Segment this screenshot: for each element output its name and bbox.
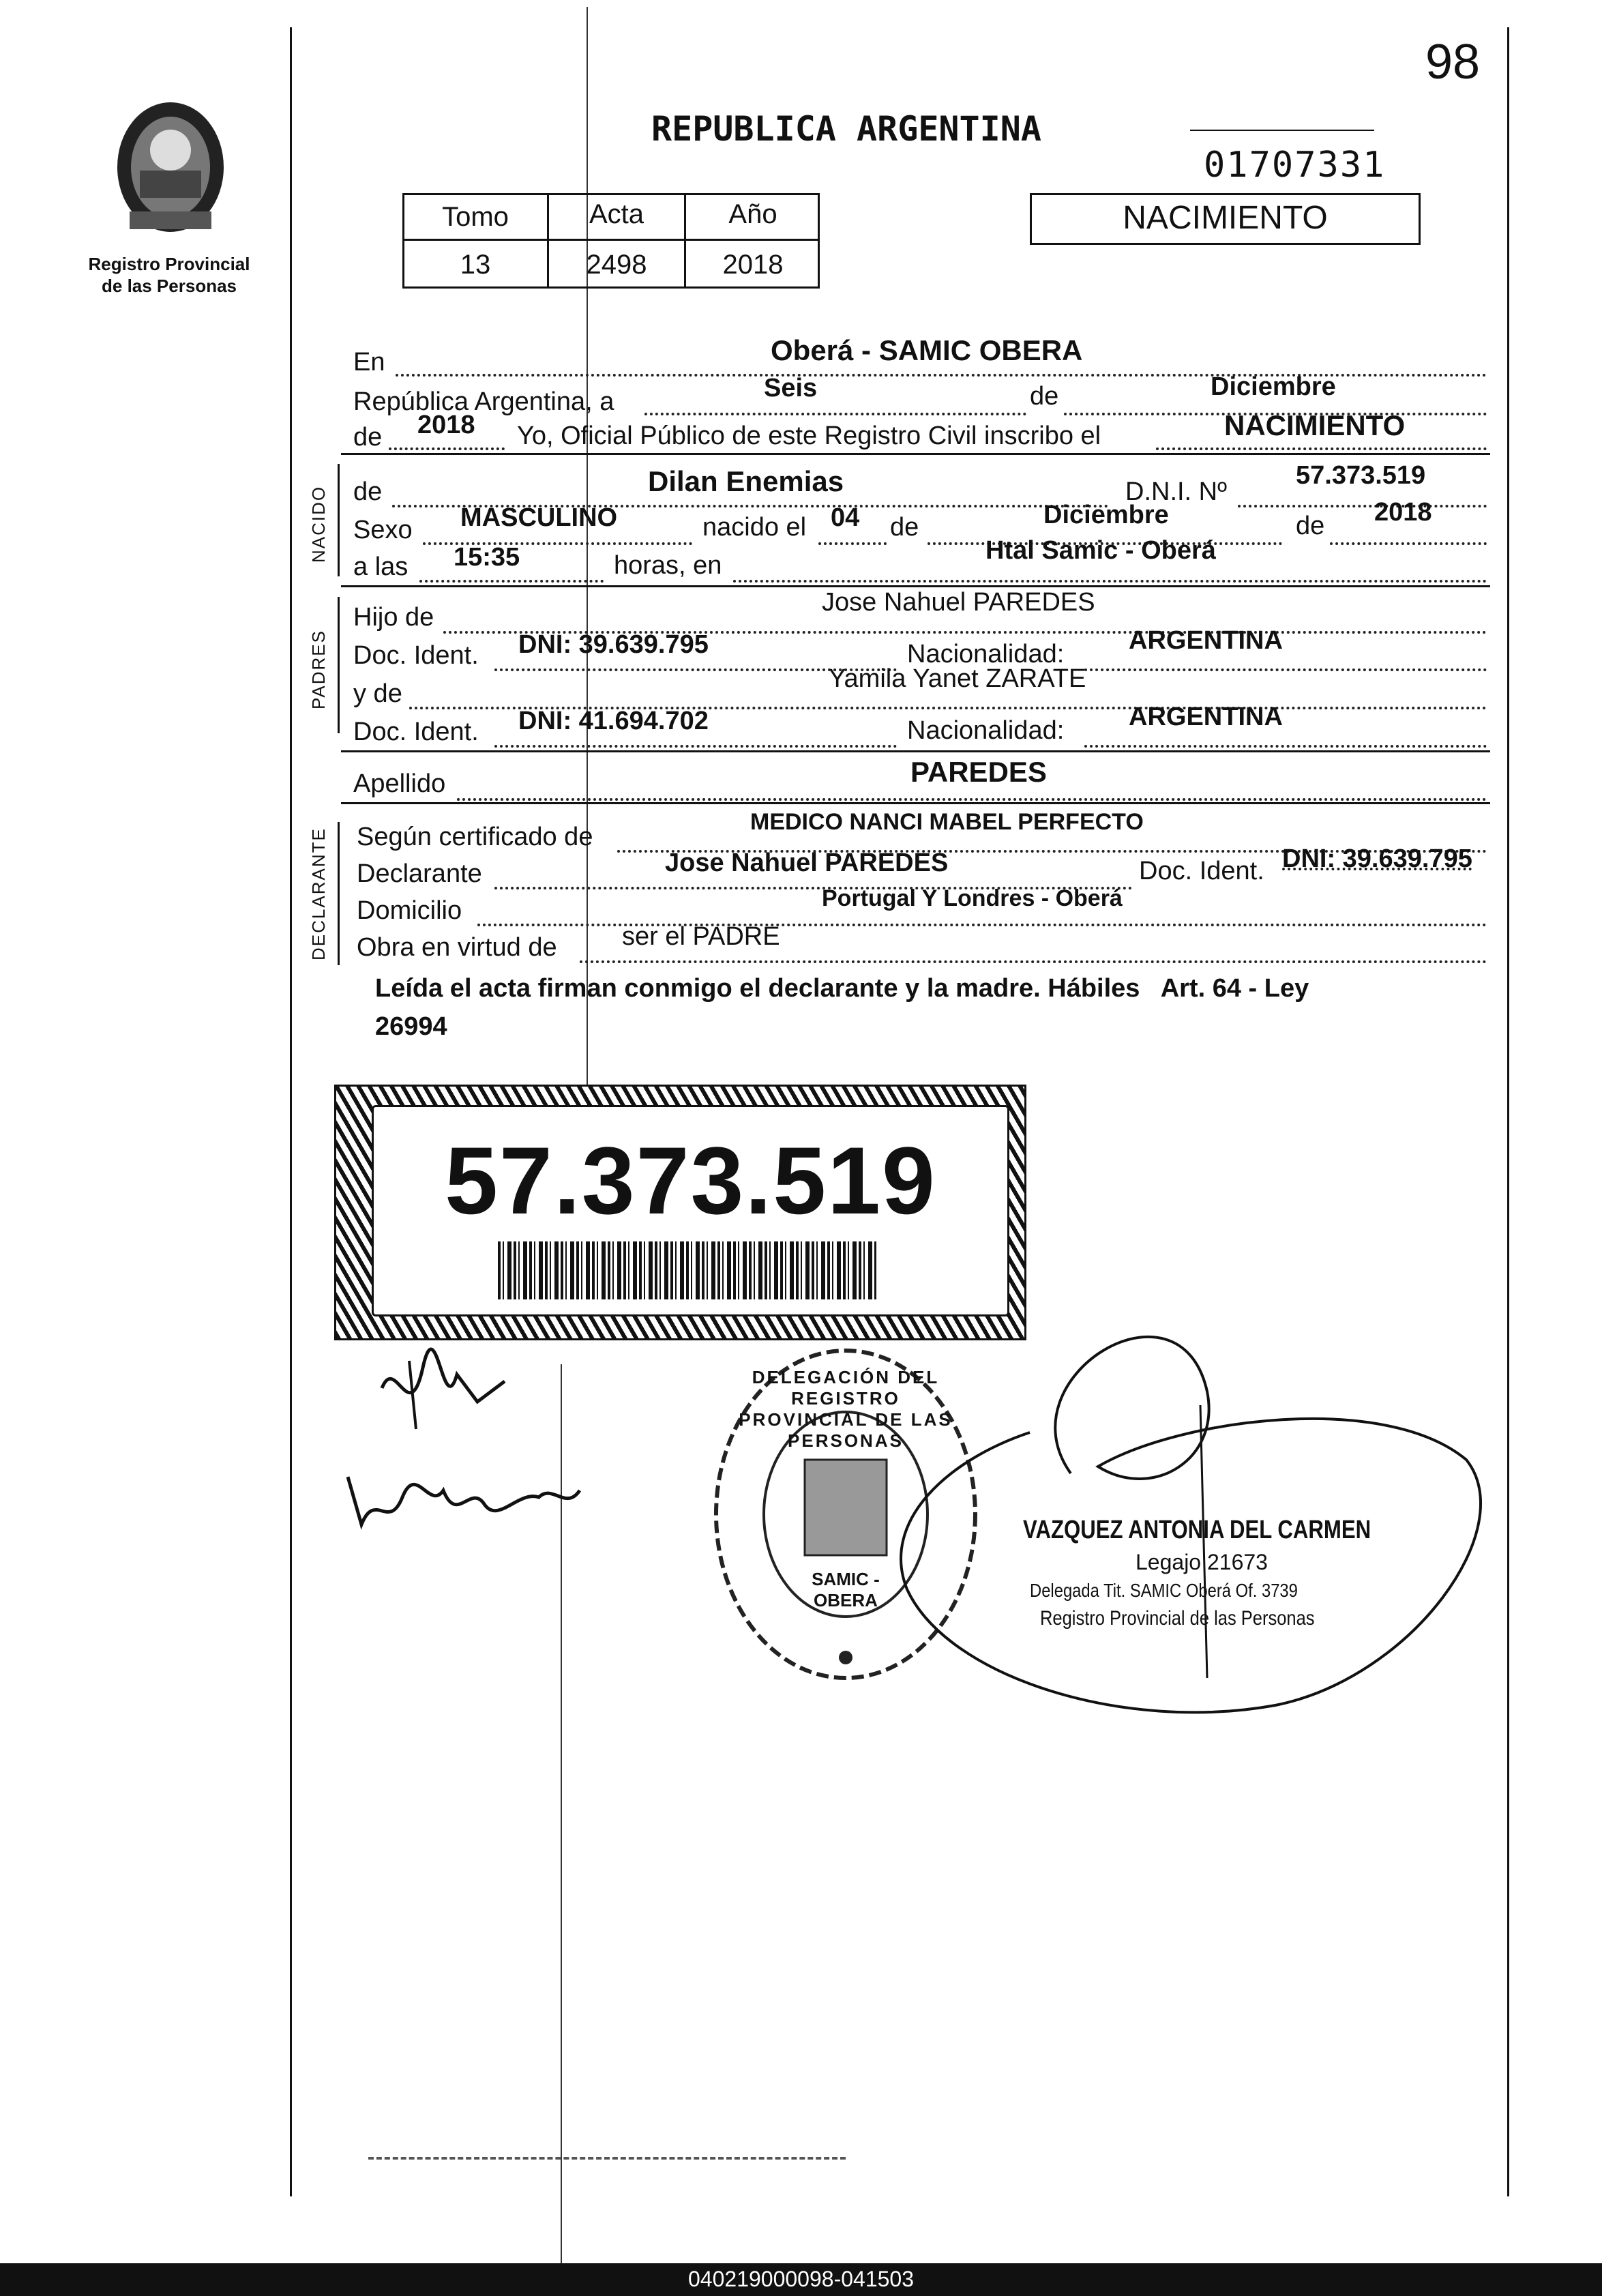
hijo-de-label: Hijo de <box>353 603 434 632</box>
declarante-label: Declarante <box>357 859 482 888</box>
domicilio-label: Domicilio <box>357 896 462 925</box>
serial-number: 01707331 <box>1204 145 1386 186</box>
apellido-label: Apellido <box>353 769 446 798</box>
serial-rule <box>1190 130 1374 131</box>
doc-type-label: NACIMIENTO <box>1123 200 1328 236</box>
section-bracket <box>338 822 340 965</box>
sexo-label: Sexo <box>353 516 413 544</box>
birth-de2-label: de <box>1296 512 1325 540</box>
mother-doc: DNI: 41.694.702 <box>518 707 709 735</box>
mother-signature <box>334 1449 593 1555</box>
intro-year: 2018 <box>417 411 475 439</box>
section-bracket <box>338 464 340 576</box>
official-role: Delegada Tit. SAMIC Oberá Of. 3739 <box>1030 1580 1298 1601</box>
nacido-de-label: de <box>353 477 383 506</box>
mother-doc-label: Doc. Ident. <box>353 718 479 746</box>
birth-month: Diciembre <box>1043 501 1169 529</box>
faint-marks <box>368 2149 846 2160</box>
birth-year: 2018 <box>1374 498 1432 527</box>
right-margin-rule <box>1507 27 1509 2196</box>
stamp-inner-text: SAMIC - OBERA <box>812 1569 880 1610</box>
section-label-padres: PADRES <box>308 630 329 709</box>
official-name: VAZQUEZ ANTONIA DEL CARMEN <box>1023 1516 1371 1544</box>
table-header-tomo: Tomo <box>442 202 509 232</box>
section-rule <box>341 802 1490 804</box>
section-bracket <box>338 597 340 733</box>
document-title: REPUBLICA ARGENTINA <box>651 109 1041 149</box>
child-name: Dilan Enemias <box>648 465 844 497</box>
footer-code: 040219000098-041503 <box>688 2267 914 2291</box>
closing-line-2: 26994 <box>375 1012 447 1041</box>
mother-nat-label: Nacionalidad: <box>907 716 1065 745</box>
section-rule <box>341 453 1490 455</box>
section-rule <box>341 750 1490 752</box>
mother-name: Yamila Yanet ZARATE <box>829 664 1086 693</box>
father-doc: DNI: 39.639.795 <box>518 630 709 659</box>
y-de-label: y de <box>353 679 402 708</box>
intro-place: Oberá - SAMIC OBERA <box>771 334 1083 366</box>
province-logo <box>109 95 232 246</box>
dotted-leader <box>644 385 1026 415</box>
mother-nationality: ARGENTINA <box>1129 703 1283 731</box>
declarante-doc: DNI: 39.639.795 <box>1282 844 1472 873</box>
father-name: Jose Nahuel PAREDES <box>822 588 1095 617</box>
official-registry: Registro Provincial de las Personas <box>1040 1607 1315 1630</box>
intro-oficial-text: Yo, Oficial Público de este Registro Civil inscribo el <box>517 422 1101 450</box>
intro-month: Diciembre <box>1211 372 1336 401</box>
domicilio-value: Portugal Y Londres - Oberá <box>822 885 1123 911</box>
closing-line-1: Leída el acta firman conmigo el declarante y la madre. Hábiles Art. 64 - Ley <box>375 974 1309 1003</box>
registry-name-line1: Registro Provincial <box>88 254 250 274</box>
a-las-label: a las <box>353 553 409 581</box>
cert-value: MEDICO NANCI MABEL PERFECTO <box>750 809 1144 835</box>
section-rule <box>341 585 1490 587</box>
left-margin-rule <box>290 27 292 2196</box>
obra-value: ser el PADRE <box>622 922 780 951</box>
child-sex: MASCULINO <box>460 503 618 532</box>
declarant-signature <box>368 1340 518 1439</box>
father-nat-label: Nacionalidad: <box>907 640 1065 668</box>
en-label: En <box>353 348 385 377</box>
child-dni: 57.373.519 <box>1296 461 1426 490</box>
father-nationality: ARGENTINA <box>1129 626 1283 655</box>
stamp-ring-text: DELEGACIÓN DEL REGISTRO PROVINCIAL DE LAS PERSONAS <box>739 1367 953 1451</box>
declarante-doc-label: Doc. Ident. <box>1139 857 1264 885</box>
table-divider <box>402 239 820 241</box>
dni-label: D.N.I. Nº <box>1125 477 1227 506</box>
intro-day: Seis <box>764 374 818 402</box>
apellido-value: PAREDES <box>910 756 1047 788</box>
obra-label: Obra en virtud de <box>357 933 557 962</box>
table-value-tomo: 13 <box>460 250 491 280</box>
table-header-acta: Acta <box>589 199 644 229</box>
birth-time: 15:35 <box>454 543 520 572</box>
intro-act-type: NACIMIENTO <box>1224 409 1406 441</box>
birth-place: Htal Samic - Oberá <box>985 536 1216 565</box>
barcode <box>498 1241 876 1299</box>
cert-label: Según certificado de <box>357 823 593 851</box>
birth-day: 04 <box>831 503 860 532</box>
table-header-ano: Año <box>728 199 777 229</box>
registry-name-line2: de las Personas <box>102 276 237 296</box>
section-label-declarante: DECLARANTE <box>308 827 329 960</box>
republica-label: República Argentina, a <box>353 387 614 416</box>
official-legajo: Legajo 21673 <box>1136 1550 1268 1574</box>
declarante-name: Jose Nahuel PAREDES <box>665 849 949 877</box>
table-value-ano: 2018 <box>722 250 784 280</box>
birth-de-label: de <box>890 513 919 542</box>
intro-de-label: de <box>1030 382 1059 411</box>
horas-label: horas, en <box>614 551 722 580</box>
dni-big-number: 57.373.519 <box>445 1127 936 1234</box>
nacido-el-label: nacido el <box>702 513 807 542</box>
section-label-nacido: NACIDO <box>308 485 329 563</box>
intro-de2-label: de <box>353 423 383 452</box>
page-number: 98 <box>1425 35 1481 89</box>
table-value-acta: 2498 <box>586 250 647 280</box>
father-doc-label: Doc. Ident. <box>353 641 479 670</box>
